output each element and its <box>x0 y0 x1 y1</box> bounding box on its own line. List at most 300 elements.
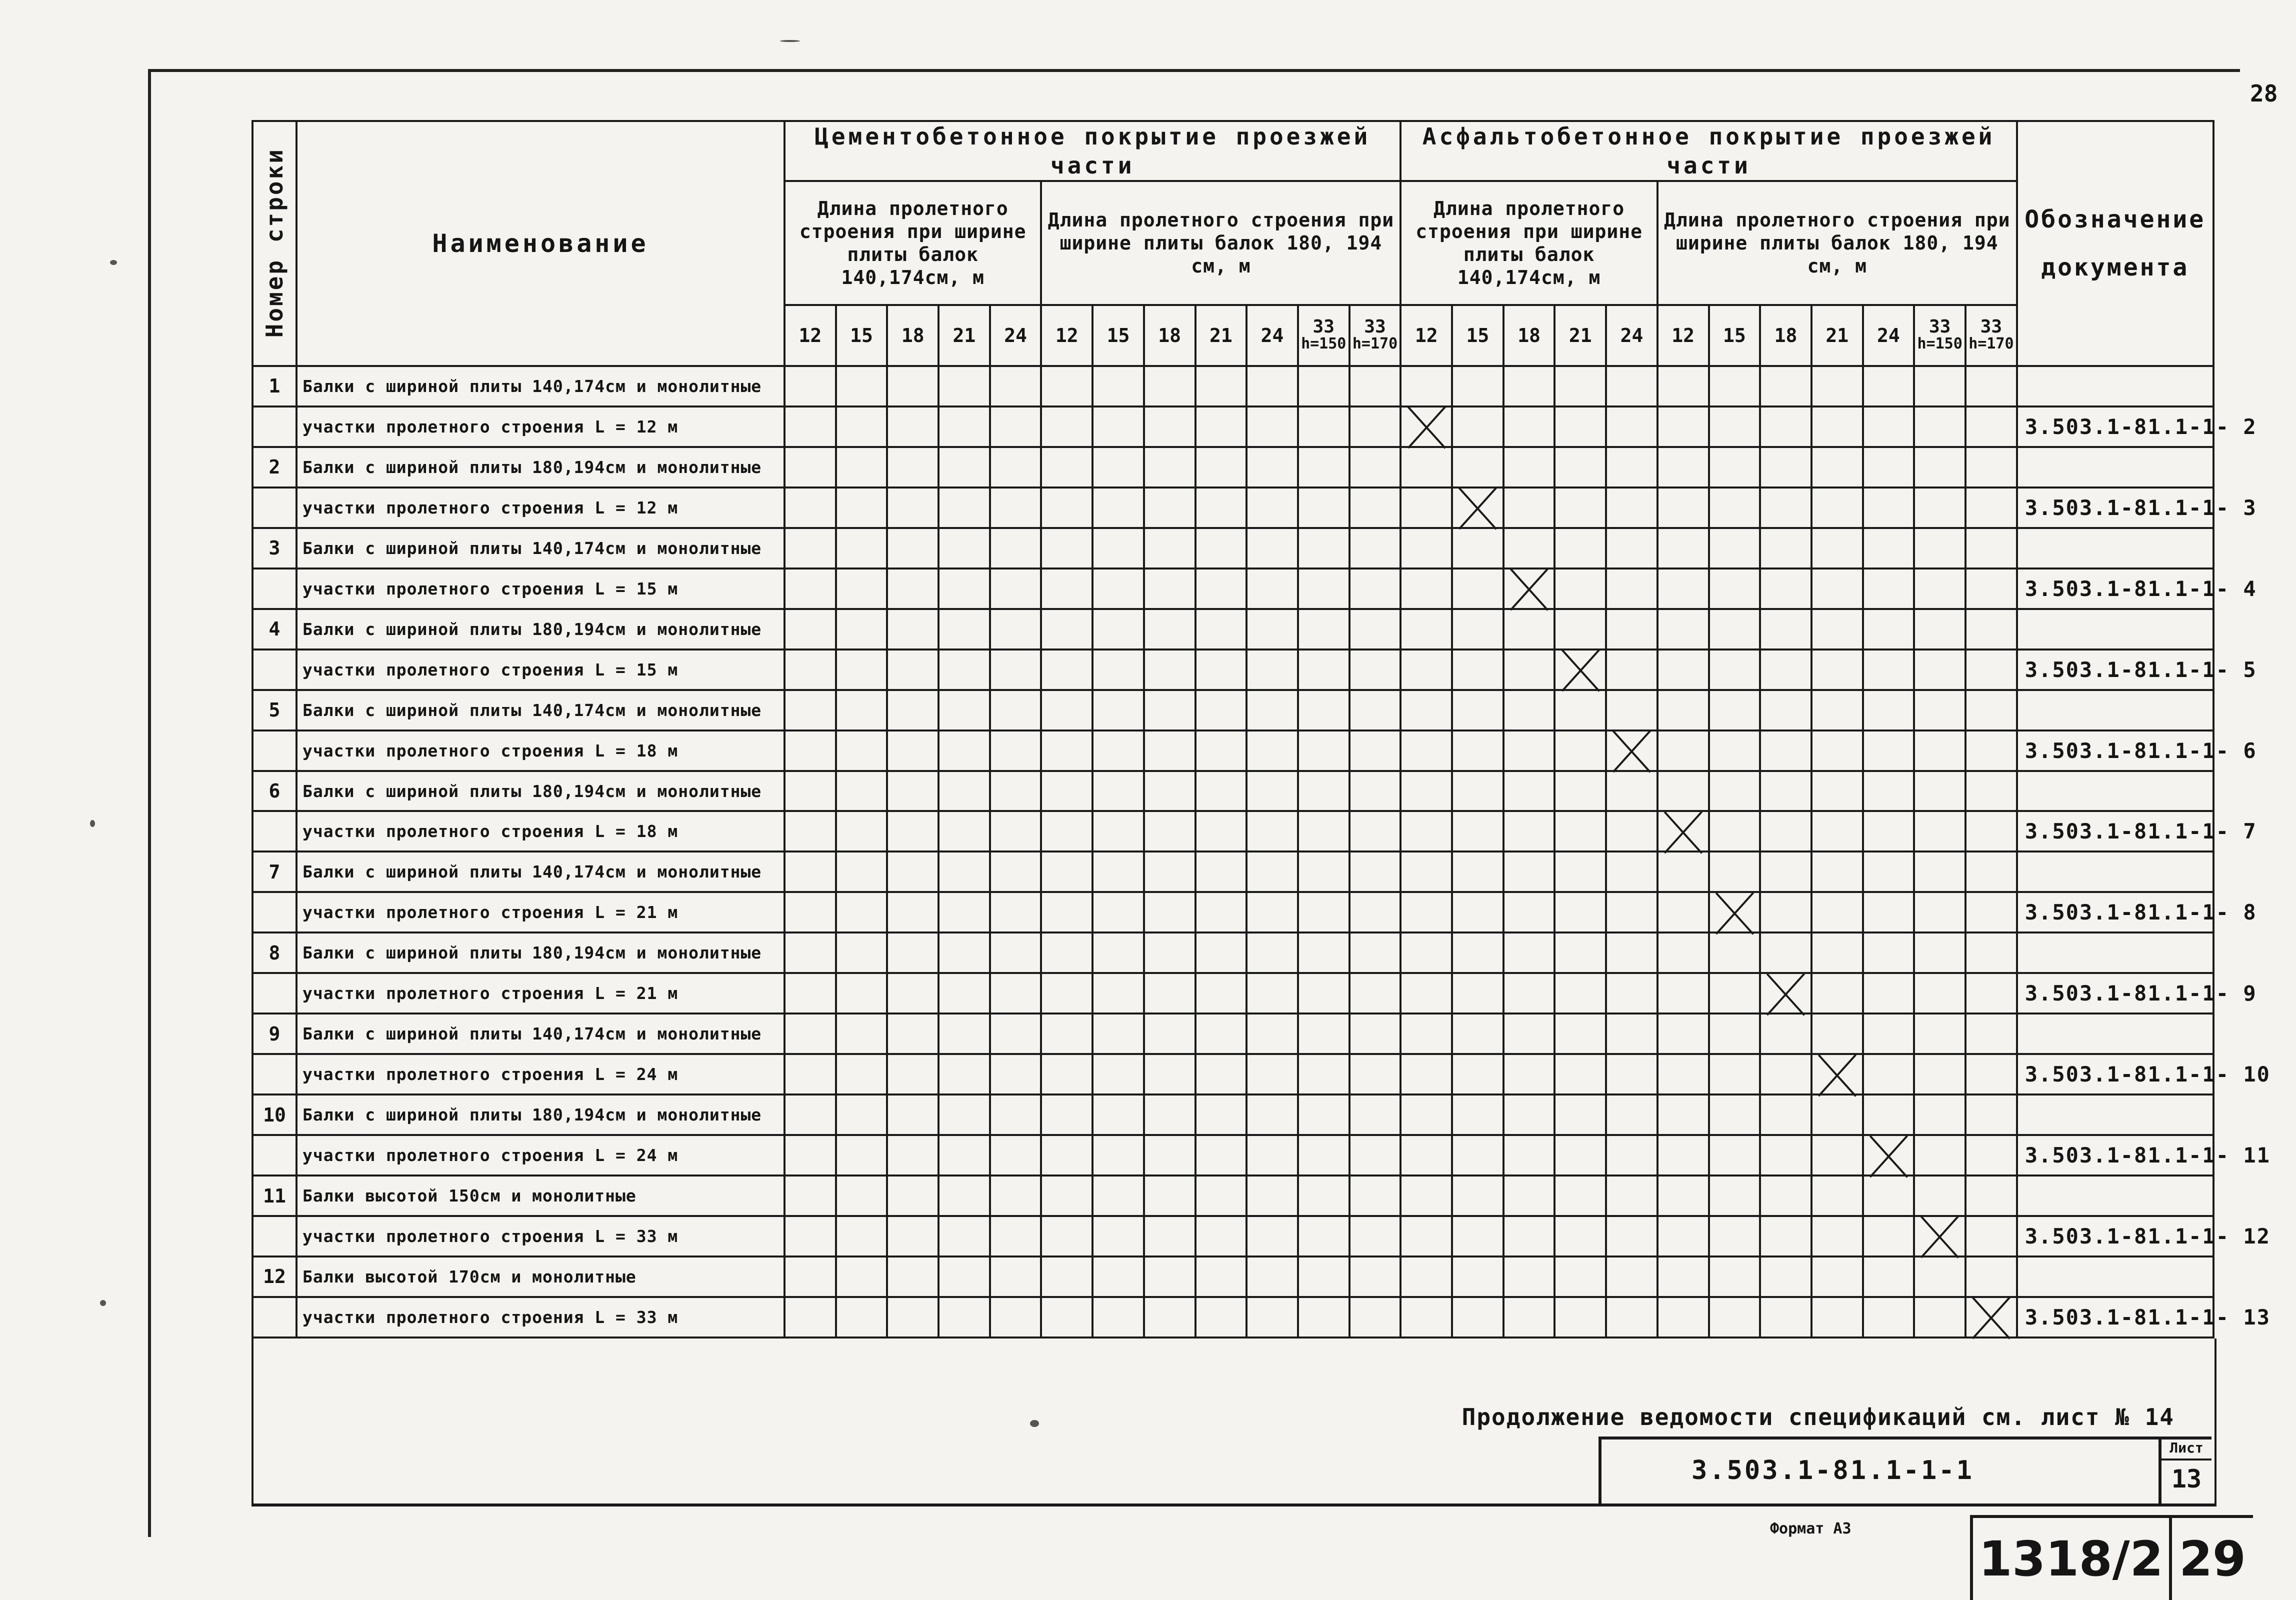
asphalt-span-180-header: Длина пролетного строения при ширине плиты балок 180, 194 см, м <box>1658 181 2017 305</box>
grid-cell <box>784 609 836 650</box>
grid-cell <box>938 447 990 488</box>
span-length-header: 15 <box>1709 305 1760 366</box>
grid-cell <box>836 1135 888 1176</box>
grid-cell <box>1863 609 1914 650</box>
table-row <box>252 1135 2214 1176</box>
grid-cell <box>1196 406 1247 447</box>
grid-cell <box>938 892 990 932</box>
grid-cell <box>938 366 990 406</box>
grid-cell <box>1196 892 1247 932</box>
grid-cell <box>1914 366 1966 406</box>
grid-cell <box>1452 406 1504 447</box>
grid-cell <box>1658 771 1709 812</box>
grid-cell <box>836 488 888 528</box>
grid-cell <box>1350 973 1401 1014</box>
grid-cell <box>1966 650 2017 690</box>
table-row <box>252 528 2214 568</box>
grid-cell <box>1246 406 1298 447</box>
grid-cell <box>1812 1297 1863 1338</box>
grid-cell <box>1709 609 1760 650</box>
grid-cell <box>784 366 836 406</box>
grid-cell <box>1606 447 1658 488</box>
grid-cell <box>1452 892 1504 932</box>
grid-cell <box>1863 1216 1914 1256</box>
table-row <box>252 366 2214 406</box>
grid-cell <box>784 852 836 892</box>
grid-cell <box>1246 973 1298 1014</box>
grid-cell <box>1709 1135 1760 1176</box>
span-length-value: 33 <box>1312 316 1334 337</box>
grid-cell <box>1709 1256 1760 1297</box>
grid-cell <box>1298 852 1350 892</box>
table-row <box>252 650 2214 690</box>
grid-cell <box>1350 690 1401 730</box>
grid-cell <box>1606 852 1658 892</box>
grid-cell <box>1914 1014 1966 1054</box>
row-name-line2: участки пролетного строения L = 21 м <box>296 973 784 1014</box>
grid-cell <box>1812 1094 1863 1135</box>
grid-cell <box>1554 366 1606 406</box>
grid-cell <box>1966 488 2017 528</box>
table-row <box>252 1256 2214 1297</box>
grid-cell <box>1144 1135 1196 1176</box>
grid-cell <box>1658 730 1709 771</box>
grid-cell <box>1196 1014 1247 1054</box>
span-length-value: 33 <box>1928 316 1951 337</box>
sheet-box <box>2158 1440 2212 1504</box>
grid-cell <box>1400 1135 1452 1176</box>
grid-cell <box>938 406 990 447</box>
grid-cell <box>1246 1135 1298 1176</box>
grid-cell <box>990 488 1042 528</box>
grid-cell <box>1452 528 1504 568</box>
grid-cell <box>1554 892 1606 932</box>
grid-cell <box>1452 1014 1504 1054</box>
grid-cell <box>1658 892 1709 932</box>
grid-cell <box>836 447 888 488</box>
grid-cell <box>1812 528 1863 568</box>
grid-cell <box>1760 1094 1812 1135</box>
grid-cell <box>1914 447 1966 488</box>
grid-cell <box>1863 730 1914 771</box>
grid-cell <box>990 771 1042 812</box>
grid-cell <box>1966 811 2017 852</box>
grid-cell <box>1812 730 1863 771</box>
grid-cell <box>1914 973 1966 1014</box>
row-number: 5 <box>252 690 296 730</box>
doc-cell-blank <box>2017 852 2214 892</box>
grid-cell <box>1196 811 1247 852</box>
row-number-blank <box>252 650 296 690</box>
grid-cell <box>1760 528 1812 568</box>
grid-cell <box>938 1014 990 1054</box>
span-length-header <box>1350 305 1401 366</box>
grid-cell <box>1606 1216 1658 1256</box>
grid-cell <box>1863 932 1914 973</box>
grid-cell <box>1658 1176 1709 1216</box>
grid-cell <box>836 1014 888 1054</box>
grid-cell <box>784 932 836 973</box>
grid-cell <box>1041 1054 1092 1094</box>
grid-cell <box>1554 932 1606 973</box>
grid-cell <box>1812 609 1863 650</box>
grid-cell <box>1504 690 1555 730</box>
row-number: 9 <box>252 1014 296 1054</box>
row-name-line1: Балки с шириной плиты 140,174см и монолитные <box>296 528 784 568</box>
grid-cell <box>1298 1054 1350 1094</box>
corner-page-number: 28 <box>2250 80 2278 107</box>
grid-cell <box>1504 1014 1555 1054</box>
table-row <box>252 1094 2214 1135</box>
grid-cell <box>1400 690 1452 730</box>
doc-cell-blank <box>2017 932 2214 973</box>
grid-cell <box>1246 1094 1298 1135</box>
row-name-line1: Балки с шириной плиты 180,194см и монолитные <box>296 932 784 973</box>
document-designation: 3.503.1-81.1-1- 9 <box>2017 973 2214 1014</box>
grid-cell <box>1246 609 1298 650</box>
grid-cell <box>938 528 990 568</box>
grid-cell <box>784 1176 836 1216</box>
grid-cell <box>1504 650 1555 690</box>
row-number: 7 <box>252 852 296 892</box>
span-length-header: 12 <box>1041 305 1092 366</box>
doc-cell-blank <box>2017 771 2214 812</box>
row-number-blank <box>252 1135 296 1176</box>
grid-cell <box>1298 811 1350 852</box>
grid-cell <box>1144 568 1196 609</box>
grid-cell <box>1452 1094 1504 1135</box>
grid-cell <box>990 1216 1042 1256</box>
grid-cell <box>836 1216 888 1256</box>
grid-cell <box>887 1176 938 1216</box>
row-name-line1: Балки высотой 150см и монолитные <box>296 1176 784 1216</box>
grid-cell <box>784 406 836 447</box>
grid-cell <box>990 1297 1042 1338</box>
grid-cell <box>938 932 990 973</box>
row-name-line1: Балки с шириной плиты 180,194см и монолитные <box>296 771 784 812</box>
grid-cell <box>1504 973 1555 1014</box>
grid-cell <box>1863 973 1914 1014</box>
format-label: Формат А3 <box>1770 1520 1852 1538</box>
grid-cell <box>1246 852 1298 892</box>
grid-cell <box>1246 528 1298 568</box>
table-row <box>252 1297 2214 1338</box>
grid-cell <box>1452 730 1504 771</box>
row-name-line2: участки пролетного строения L = 15 м <box>296 568 784 609</box>
grid-cell <box>1400 528 1452 568</box>
grid-cell <box>1350 771 1401 812</box>
table-row <box>252 932 2214 973</box>
grid-cell <box>990 1054 1042 1094</box>
document-designation: 3.503.1-81.1-1- 3 <box>2017 488 2214 528</box>
grid-cell <box>836 973 888 1014</box>
grid-cell <box>1554 1014 1606 1054</box>
grid-cell <box>938 1297 990 1338</box>
grid-cell <box>1606 650 1658 690</box>
grid-cell <box>1709 1094 1760 1135</box>
grid-cell <box>1196 1256 1247 1297</box>
grid-cell <box>1554 852 1606 892</box>
grid-cell <box>1400 1297 1452 1338</box>
grid-cell <box>1914 406 1966 447</box>
grid-cell <box>1760 650 1812 690</box>
grid-cell <box>1606 973 1658 1014</box>
grid-cell <box>887 528 938 568</box>
table-row <box>252 690 2214 730</box>
grid-cell <box>1554 771 1606 812</box>
document-designation: 3.503.1-81.1-1- 4 <box>2017 568 2214 609</box>
grid-cell <box>1504 447 1555 488</box>
grid-cell <box>836 730 888 771</box>
grid-cell <box>784 730 836 771</box>
grid-cell <box>1144 1176 1196 1216</box>
grid-cell <box>1709 1216 1760 1256</box>
grid-cell <box>1144 892 1196 932</box>
row-name-line1: Балки с шириной плиты 140,174см и монолитные <box>296 366 784 406</box>
grid-cell <box>1298 932 1350 973</box>
grid-cell <box>1966 406 2017 447</box>
grid-cell <box>1709 528 1760 568</box>
grid-cell <box>1863 447 1914 488</box>
grid-cell <box>1760 488 1812 528</box>
grid-cell <box>1606 609 1658 650</box>
grid-cell <box>1914 1297 1966 1338</box>
grid-cell <box>784 488 836 528</box>
grid-cell <box>1144 973 1196 1014</box>
grid-cell <box>938 1216 990 1256</box>
document-designation-header: Обозначение документа <box>2017 121 2214 366</box>
grid-cell <box>1658 1297 1709 1338</box>
grid-cell <box>1812 1256 1863 1297</box>
grid-cell <box>1041 852 1092 892</box>
row-number-blank <box>252 406 296 447</box>
grid-cell <box>1863 406 1914 447</box>
grid-cell <box>1760 1014 1812 1054</box>
grid-cell <box>887 852 938 892</box>
grid-cell <box>1863 852 1914 892</box>
span-length-header: 24 <box>990 305 1042 366</box>
grid-cell <box>1196 1216 1247 1256</box>
grid-cell <box>1298 1216 1350 1256</box>
grid-cell <box>1452 811 1504 852</box>
grid-cell <box>1812 932 1863 973</box>
grid-cell <box>938 488 990 528</box>
span-length-header: 24 <box>1246 305 1298 366</box>
row-name-line2: участки пролетного строения L = 33 м <box>296 1216 784 1256</box>
grid-cell <box>887 771 938 812</box>
grid-cell <box>836 1297 888 1338</box>
row-name-line1: Балки с шириной плиты 140,174см и монолитные <box>296 1014 784 1054</box>
applicability-mark <box>1709 892 1760 932</box>
grid-cell <box>1606 1135 1658 1176</box>
grid-cell <box>1298 528 1350 568</box>
grid-cell <box>1350 1176 1401 1216</box>
grid-cell <box>1914 568 1966 609</box>
applicability-mark <box>1760 973 1812 1014</box>
grid-cell <box>1092 811 1144 852</box>
span-length-header: 18 <box>1504 305 1555 366</box>
grid-cell <box>1863 1256 1914 1297</box>
grid-cell <box>1658 488 1709 528</box>
span-length-header: 18 <box>887 305 938 366</box>
cement-concrete-group-header: Цементобетонное покрытие проезжей части <box>784 121 1400 181</box>
grid-cell <box>1606 406 1658 447</box>
scan-speck <box>110 260 117 265</box>
grid-cell <box>1298 771 1350 812</box>
grid-cell <box>1606 690 1658 730</box>
doc-cell-blank <box>2017 366 2214 406</box>
grid-cell <box>1606 771 1658 812</box>
grid-cell <box>1863 366 1914 406</box>
document-designation: 3.503.1-81.1-1- 13 <box>2017 1297 2214 1338</box>
grid-cell <box>1966 852 2017 892</box>
grid-cell <box>1606 1256 1658 1297</box>
grid-cell <box>1760 366 1812 406</box>
table-row <box>252 771 2214 812</box>
scan-speck <box>90 820 95 827</box>
grid-cell <box>836 771 888 812</box>
grid-cell <box>1606 892 1658 932</box>
grid-cell <box>1863 690 1914 730</box>
applicability-mark <box>1400 406 1452 447</box>
grid-cell <box>1554 488 1606 528</box>
grid-cell <box>1041 1216 1092 1256</box>
grid-cell <box>1400 730 1452 771</box>
grid-cell <box>938 852 990 892</box>
grid-cell <box>1966 1135 2017 1176</box>
grid-cell <box>990 1256 1042 1297</box>
grid-cell <box>1041 1094 1092 1135</box>
grid-cell <box>1504 609 1555 650</box>
grid-cell <box>887 892 938 932</box>
grid-cell <box>887 650 938 690</box>
row-number: 8 <box>252 932 296 973</box>
grid-cell <box>1760 568 1812 609</box>
asphalt-span-140-header: Длина пролетного строения при ширине плиты балок 140,174см, м <box>1400 181 1657 305</box>
document-designation: 3.503.1-81.1-1- 11 <box>2017 1135 2214 1176</box>
grid-cell <box>1144 1014 1196 1054</box>
grid-cell <box>1041 1014 1092 1054</box>
grid-cell <box>1554 1054 1606 1094</box>
grid-cell <box>1863 650 1914 690</box>
grid-cell <box>1298 730 1350 771</box>
grid-cell <box>784 1216 836 1256</box>
grid-cell <box>990 1176 1042 1216</box>
row-number: 2 <box>252 447 296 488</box>
grid-cell <box>1041 892 1092 932</box>
grid-cell <box>990 973 1042 1014</box>
grid-cell <box>1041 650 1092 690</box>
grid-cell <box>1246 1176 1298 1216</box>
grid-cell <box>1452 609 1504 650</box>
document-designation: 3.503.1-81.1-1- 12 <box>2017 1216 2214 1256</box>
grid-cell <box>1041 366 1092 406</box>
table-row <box>252 406 2214 447</box>
grid-cell <box>1092 690 1144 730</box>
grid-cell <box>1452 1135 1504 1176</box>
grid-cell <box>1350 730 1401 771</box>
grid-cell <box>1246 488 1298 528</box>
grid-cell <box>784 690 836 730</box>
grid-cell <box>990 1094 1042 1135</box>
grid-cell <box>1658 1014 1709 1054</box>
grid-cell <box>1504 730 1555 771</box>
grid-cell <box>1812 650 1863 690</box>
grid-cell <box>1812 892 1863 932</box>
grid-cell <box>1760 1054 1812 1094</box>
grid-cell <box>1554 528 1606 568</box>
grid-cell <box>1966 568 2017 609</box>
grid-cell <box>1760 852 1812 892</box>
grid-cell <box>938 1256 990 1297</box>
grid-cell <box>1966 932 2017 973</box>
grid-cell <box>1554 730 1606 771</box>
grid-cell <box>1196 366 1247 406</box>
row-number-blank <box>252 1297 296 1338</box>
grid-cell <box>1863 1054 1914 1094</box>
grid-cell <box>1914 1176 1966 1216</box>
row-name-line2: участки пролетного строения L = 18 м <box>296 811 784 852</box>
grid-cell <box>1144 366 1196 406</box>
grid-cell <box>836 1176 888 1216</box>
grid-cell <box>1452 1176 1504 1216</box>
grid-cell <box>1298 650 1350 690</box>
grid-cell <box>1041 1135 1092 1176</box>
table-row <box>252 1014 2214 1054</box>
grid-cell <box>1863 1014 1914 1054</box>
grid-cell <box>1812 973 1863 1014</box>
grid-cell <box>1092 1054 1144 1094</box>
grid-cell <box>1760 1297 1812 1338</box>
grid-cell <box>1709 568 1760 609</box>
cement-span-180-header: Длина пролетного строения при ширине плиты балок 180, 194 см, м <box>1041 181 1400 305</box>
grid-cell <box>887 690 938 730</box>
grid-cell <box>1092 1297 1144 1338</box>
beam-height-label: h=170 <box>1968 335 2014 352</box>
grid-cell <box>1709 852 1760 892</box>
asphalt-concrete-group-header: Асфальтобетонное покрытие проезжей части <box>1400 121 2016 181</box>
grid-cell <box>1144 932 1196 973</box>
grid-cell <box>1400 1176 1452 1216</box>
grid-cell <box>1709 1014 1760 1054</box>
span-length-header: 21 <box>938 305 990 366</box>
applicability-mark <box>1554 650 1606 690</box>
row-name-line1: Балки с шириной плиты 140,174см и монолитные <box>296 690 784 730</box>
sheet-label: Лист <box>2162 1440 2212 1460</box>
grid-cell <box>1246 650 1298 690</box>
grid-cell <box>1452 447 1504 488</box>
span-length-header: 12 <box>1400 305 1452 366</box>
grid-cell <box>1041 690 1092 730</box>
table-row <box>252 1216 2214 1256</box>
document-designation: 3.503.1-81.1-1- 8 <box>2017 892 2214 932</box>
grid-cell <box>1144 528 1196 568</box>
grid-cell <box>784 892 836 932</box>
grid-cell <box>1863 892 1914 932</box>
grid-cell <box>1041 528 1092 568</box>
grid-cell <box>1658 406 1709 447</box>
archive-stamp <box>1970 1515 2253 1600</box>
grid-cell <box>1092 609 1144 650</box>
applicability-mark <box>1504 568 1555 609</box>
grid-cell <box>1606 488 1658 528</box>
grid-cell <box>1709 406 1760 447</box>
grid-cell <box>1400 852 1452 892</box>
grid-cell <box>1658 1094 1709 1135</box>
grid-cell <box>1709 447 1760 488</box>
grid-cell <box>784 771 836 812</box>
row-number: 3 <box>252 528 296 568</box>
